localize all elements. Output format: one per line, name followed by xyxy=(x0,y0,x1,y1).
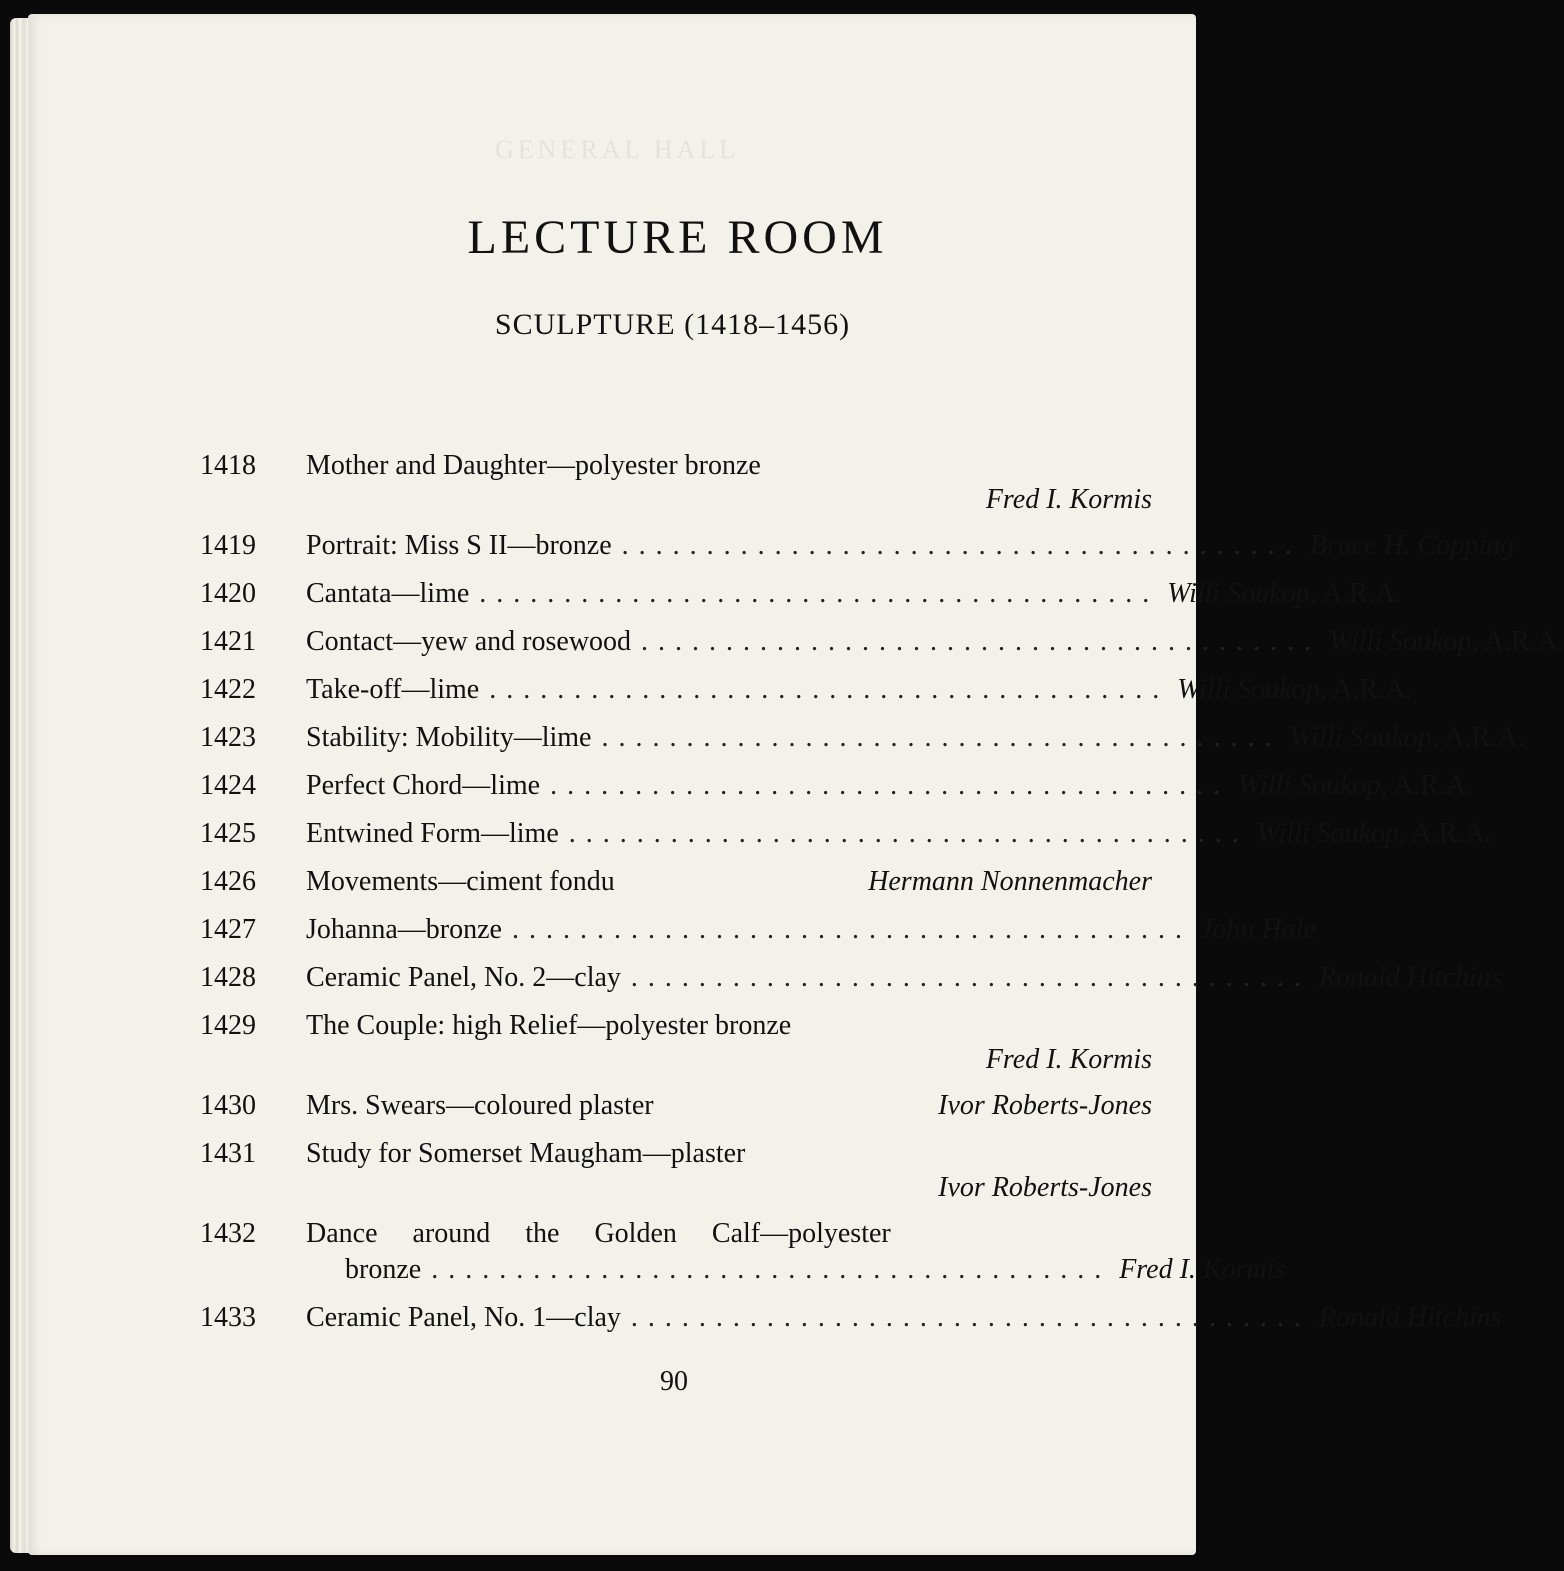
dot-leader: ........................................ xyxy=(601,722,1282,753)
entry-artist: Willi Soukop, xyxy=(1238,770,1388,801)
entry-artist: Willi Soukop, xyxy=(1289,722,1439,753)
dot-leader: ........................................ xyxy=(630,1302,1311,1333)
entry-artist: Willi Soukop, xyxy=(1256,818,1407,849)
artist-honour: A.R.A. xyxy=(1406,818,1492,849)
entry-title: Perfect Chord—lime xyxy=(306,770,541,801)
entry-title: Stability: Mobility—lime xyxy=(306,722,592,753)
entry-1427 xyxy=(200,906,1316,954)
entry-title: Mother and Daughter—polyester bronze xyxy=(306,450,761,481)
entry-title: Mrs. Swears—coloured plaster xyxy=(306,1090,654,1121)
entry-title: Contact—yew and rosewood xyxy=(306,626,632,657)
entry-number: 1432 xyxy=(200,1218,256,1249)
entry-title-continued: bronze xyxy=(345,1254,422,1285)
entry-artist: Ivor Roberts-Jones xyxy=(938,1090,1152,1121)
dot-leader: ........................................ xyxy=(431,1254,1112,1285)
entry-1418 xyxy=(200,442,1152,518)
entry-number: 1424 xyxy=(200,770,256,801)
entry-artist: Willi Soukop, xyxy=(1329,626,1479,657)
entry-artist: Willi Soukop, xyxy=(1177,674,1327,705)
entry-1425 xyxy=(200,810,1492,858)
entry-1430 xyxy=(200,1082,1152,1130)
entry-number: 1423 xyxy=(200,722,256,753)
artist-honour: A.R.A. xyxy=(1387,770,1473,801)
entry-number: 1421 xyxy=(200,626,256,657)
entry-title: Entwined Form—lime xyxy=(306,818,559,849)
entry-artist: Fred I. Kormis xyxy=(1119,1254,1286,1285)
entry-1432 xyxy=(200,1210,1286,1294)
entry-number: 1420 xyxy=(200,578,256,609)
dot-leader: ........................................ xyxy=(489,674,1170,705)
page-number: 90 xyxy=(660,1366,688,1397)
entry-title: Study for Somerset Maugham—plaster xyxy=(306,1138,746,1169)
entry-title: Dance around the Golden Calf—polyester xyxy=(306,1218,891,1249)
entry-title: Movements—ciment fondu xyxy=(306,866,615,897)
entry-1426 xyxy=(200,858,1152,906)
dot-leader: ........................................ xyxy=(479,578,1160,609)
entry-artist: Willi Soukop, xyxy=(1167,578,1317,609)
entry-title: The Couple: high Relief—polyester bronze xyxy=(306,1010,792,1041)
entry-1424 xyxy=(200,762,1473,810)
entry-1422 xyxy=(200,666,1413,714)
entry-1429 xyxy=(200,1002,1152,1078)
entry-number: 1419 xyxy=(200,530,256,561)
entry-number: 1430 xyxy=(200,1090,256,1121)
dot-leader: ........................................ xyxy=(641,626,1322,657)
entry-number: 1418 xyxy=(200,450,256,481)
entry-number: 1425 xyxy=(200,818,256,849)
entry-number: 1422 xyxy=(200,674,256,705)
artist-honour: A.R.A. xyxy=(1316,578,1403,609)
entry-number: 1429 xyxy=(200,1010,256,1041)
dot-leader: ........................................ xyxy=(550,770,1231,801)
entry-1433 xyxy=(200,1294,1502,1342)
dot-leader: ........................................ xyxy=(630,962,1311,993)
entry-artist: Ivor Roberts-Jones xyxy=(938,1172,1152,1203)
entry-1431 xyxy=(200,1130,1152,1206)
entry-number: 1433 xyxy=(200,1302,256,1333)
entry-1423 xyxy=(200,714,1525,762)
entry-1428 xyxy=(200,954,1502,1002)
entry-artist: Fred I. Kormis xyxy=(985,484,1152,515)
page-heading: LECTURE ROOM xyxy=(467,211,888,264)
entry-artist: Ronald Hitchins xyxy=(1318,1302,1502,1333)
entry-artist: Bruce H. Copping xyxy=(1309,530,1515,561)
artist-honour: A.R.A. xyxy=(1478,626,1564,657)
dot-leader: ........................................ xyxy=(621,530,1302,561)
entry-number: 1428 xyxy=(200,962,256,993)
artist-honour: A.R.A. xyxy=(1326,674,1413,705)
entry-number: 1426 xyxy=(200,866,256,897)
bleed-through-header: GENERAL HALL xyxy=(495,135,740,164)
entry-1420 xyxy=(200,570,1403,618)
entry-artist: Hermann Nonnenmacher xyxy=(868,866,1152,897)
entry-number: 1427 xyxy=(200,914,256,945)
entry-title: Ceramic Panel, No. 1—clay xyxy=(306,1302,621,1333)
section-subheading: SCULPTURE (1418–1456) xyxy=(494,308,851,341)
entry-1419 xyxy=(200,522,1515,570)
entry-1421 xyxy=(200,618,1564,666)
entry-title: Cantata—lime xyxy=(306,578,470,609)
entry-number: 1431 xyxy=(200,1138,256,1169)
entry-title: Ceramic Panel, No. 2—clay xyxy=(306,962,621,993)
dot-leader: ........................................ xyxy=(568,818,1249,849)
entry-artist: Fred I. Kormis xyxy=(985,1044,1152,1075)
entry-title: Johanna—bronze xyxy=(306,914,502,945)
entry-title: Take-off—lime xyxy=(306,674,480,705)
entry-title: Portrait: Miss S II—bronze xyxy=(306,530,612,561)
artist-honour: A.R.A. xyxy=(1438,722,1525,753)
entry-artist: Ronald Hitchins xyxy=(1318,962,1502,993)
entry-list xyxy=(200,442,1564,1342)
dot-leader: ........................................ xyxy=(511,914,1192,945)
entry-artist: John Hale xyxy=(1199,914,1316,945)
